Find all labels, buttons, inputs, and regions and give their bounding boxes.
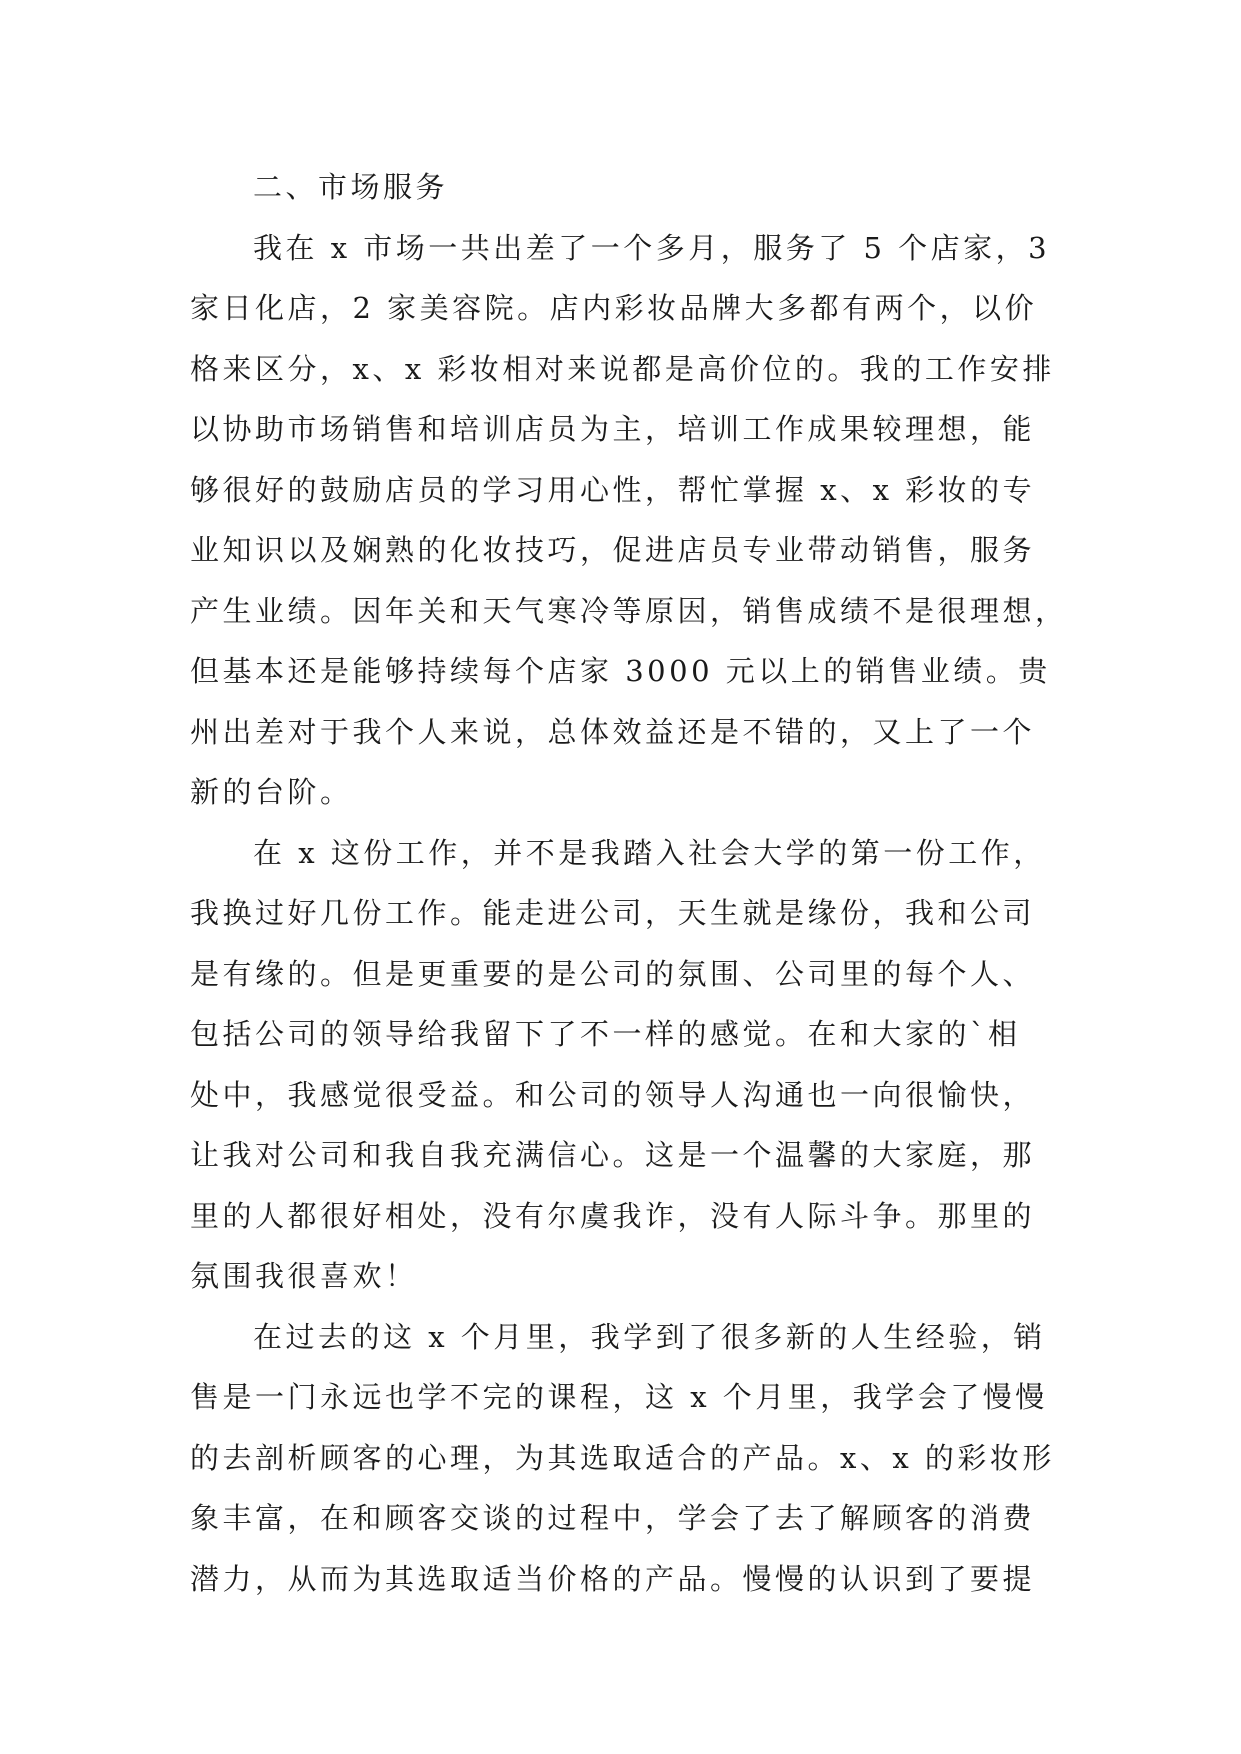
paragraph-line: 家日化店，2 家美容院。店内彩妆品牌大多都有两个，以价	[190, 291, 1038, 325]
paragraph-company	[190, 823, 1050, 1307]
section-heading: 二、市场服务	[253, 170, 449, 204]
paragraph-line: 处中，我感觉很受益。和公司的领导人沟通也一向很愉快，	[190, 1077, 1036, 1112]
paragraph-line: 产生业绩。因年关和天气寒冷等原因，销售成绩不是很理想，	[190, 593, 1068, 628]
paragraph-line: 象丰富，在和顾客交谈的过程中，学会了去了解顾客的消费	[190, 1501, 1036, 1535]
paragraph-line: 但基本还是能够持续每个店家 3000 元以上的销售业绩。贵	[190, 654, 1051, 688]
paragraph-line: 里的人都很好相处，没有尔虞我诈，没有人际斗争。那里的	[190, 1198, 1036, 1233]
paragraph-experience	[190, 1307, 1055, 1610]
paragraph-market-service	[190, 218, 1068, 823]
paragraph-line: 格来区分，x、x 彩妆相对来说都是高价位的。我的工作安排	[190, 351, 1055, 386]
paragraph-line: 包括公司的领导给我留下了不一样的感觉。在和大家的`相	[190, 1017, 1021, 1051]
paragraph-line: 是有缘的。但是更重要的是公司的氛围、公司里的每个人、	[190, 956, 1036, 991]
paragraph-line: 售是一门永远也学不完的课程，这 x 个月里，我学会了慢慢	[190, 1380, 1048, 1414]
paragraph-line: 州出差对于我个人来说，总体效益还是不错的，又上了一个	[190, 714, 1036, 749]
paragraph-line: 以协助市场销售和培训店员为主，培训工作成果较理想，能	[190, 412, 1036, 446]
paragraph-line: 氛围我很喜欢！	[190, 1259, 418, 1293]
paragraph-line: 我在 x 市场一共出差了一个多月，服务了 5 个店家，3	[253, 230, 1051, 265]
document-body	[190, 157, 1068, 1609]
paragraph-line: 新的台阶。	[190, 775, 353, 809]
paragraph-line: 的去剖析顾客的心理，为其选取适合的产品。x、x 的彩妆形	[190, 1440, 1055, 1475]
paragraph-line: 潜力，从而为其选取适当价格的产品。慢慢的认识到了要提	[190, 1561, 1036, 1596]
paragraph-line: 让我对公司和我自我充满信心。这是一个温馨的大家庭，那	[190, 1138, 1036, 1172]
paragraph-line: 在 x 这份工作，并不是我踏入社会大学的第一份工作，	[253, 835, 1046, 870]
paragraph-line: 业知识以及娴熟的化妆技巧，促进店员专业带动销售，服务	[190, 533, 1036, 567]
paragraph-line: 我换过好几份工作。能走进公司，天生就是缘份，我和公司	[190, 896, 1036, 930]
paragraph-line: 在过去的这 x 个月里，我学到了很多新的人生经验，销	[253, 1319, 1046, 1354]
paragraph-line: 够很好的鼓励店员的学习用心性，帮忙掌握 x、x 彩妆的专	[190, 472, 1036, 507]
